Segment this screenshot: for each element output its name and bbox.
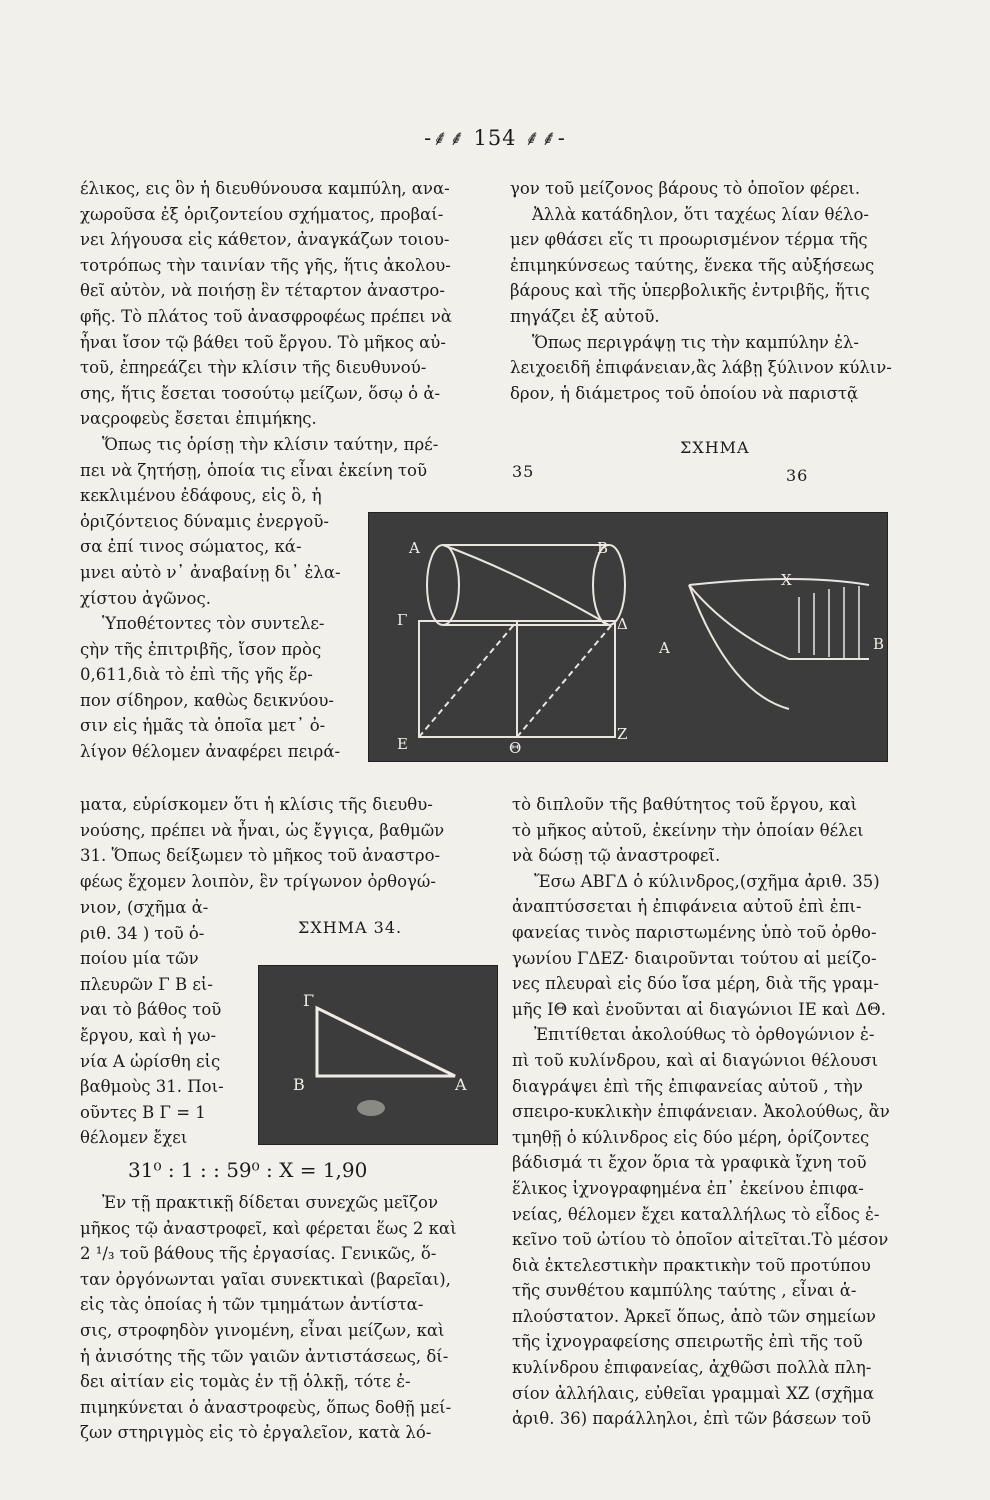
text-line: γον τοῦ μείζονος βάρους τὸ ὁποῖον φέρει. xyxy=(510,179,861,198)
text-line: βάρους καὶ τῆς ὑπερβολικῆς ἐντριβῆς, ἥτις xyxy=(510,281,870,301)
text-line: Ὅπως περιγράψῃ τις τὴν καμπύλην ἐλ- xyxy=(532,332,859,352)
text-line: χωροῦσα ἐξ ὁριζοντείου σχήματος, προβαί- xyxy=(80,204,444,224)
label-gamma: Γ xyxy=(397,611,408,629)
ornament-left: -⸙⸙ xyxy=(424,126,474,150)
text-line: σα ἐπί τινος σώματος, κά- xyxy=(80,537,302,557)
label-beta: Β xyxy=(597,539,609,557)
label-chi-36: Χ xyxy=(781,571,792,589)
text-line: φανείας τινὸς παριστωμένης ὑπὸ τοῦ ὀρθο- xyxy=(512,922,877,942)
text-line: μεν φθάσει εἴς τι προωρισμένον τέρμα τῆς xyxy=(510,230,868,250)
text-line: σιν εἰς ἡμᾶς τὰ ὁποῖα μετ᾽ ὀ- xyxy=(80,716,326,736)
text-line: ποίου μία τῶν xyxy=(80,949,199,969)
text-line: θέλομεν ἔχει xyxy=(80,1128,188,1148)
text-line: πον σίδηρον, καθὼς δεικνύου- xyxy=(80,690,334,710)
mouldboard-curve xyxy=(689,585,869,659)
right-column-top xyxy=(510,176,925,406)
figure-34-drawing xyxy=(259,966,497,1144)
text-line: ἕλικος ἰχνογραφημένα ἐπ᾽ ἐκείνου ἐπιφα- xyxy=(512,1178,864,1198)
text-line: 0,611,διὰ τὸ ἐπὶ τῆς γῆς ἕρ- xyxy=(80,665,313,685)
text-line: χίστου ἀγῶνος. xyxy=(80,588,211,608)
text-line: τῆς συνθέτου καμπύλης ταύτης , εἶναι ἁ- xyxy=(512,1281,857,1301)
label-delta: Δ xyxy=(617,615,628,633)
text-line: τοτρόπως τὴν ταινίαν τῆς γῆς, ἥτις ἀκολου- xyxy=(80,255,451,275)
ratio-formula: 31⁰ : 1 : : 59⁰ : X = 1,90 xyxy=(128,1158,368,1182)
text-line: μῆς ΙΘ καὶ ἑνοῦνται αἱ διαγώνιοι ΙΕ καὶ ΔΘ. xyxy=(512,999,886,1019)
text-line: Ἔσω ΑΒΓΔ ὁ κύλινδρος,(σχῆμα ἀριθ. 35) xyxy=(534,871,880,891)
text-line: Ἀλλὰ κατάδηλον, ὅτι ταχέως λίαν θέλο- xyxy=(532,204,870,224)
figure-35-36 xyxy=(368,512,888,762)
text-line: τὸ μῆκος αὐτοῦ, ἐκείνην τὴν ὁποίαν θέλει xyxy=(512,820,864,840)
label-gamma: Γ xyxy=(303,991,315,1010)
label-alpha: Α xyxy=(409,539,420,557)
text-line: κεῖνο τοῦ ὠτίου τὸ ὁποῖον αἰτεῖται.Τὸ μέσον xyxy=(512,1230,889,1250)
text-line: νες πλευραὶ εἰς δύο ἴσα μέρη, διὰ τῆς γραμ- xyxy=(512,974,879,994)
text-line: σης, ἥτις ἔσεται τοσούτῳ μείζων, ὅσῳ ὁ ἀ- xyxy=(80,383,441,403)
figure-34-title: ΣΧΗΜΑ 34. xyxy=(298,918,403,937)
text-line: ἦναι ἴσον τῷ βάθει τοῦ ἔργου. Τὸ μῆκος αὐ- xyxy=(80,332,446,352)
label-theta: Θ xyxy=(509,739,522,757)
text-line: μῆκος τῷ ἀναστροφεῖ, καὶ φέρεται ἕως 2 καὶ xyxy=(80,1218,457,1238)
text-line: σίον ἀλλήλαις, εὐθεῖαι γραμμαὶ ΧΖ (σχῆμα xyxy=(512,1383,874,1403)
text-line: πει νὰ ζητήσῃ, ὁποία τις εἶναι ἐκείνη τοῦ xyxy=(80,460,427,480)
text-line: ἀναπτύσσεται ἡ ἐπιφάνεια αὐτοῦ ἐπὶ ἐπι- xyxy=(512,897,862,917)
text-line: βάδισμά τι ἔχον ὅρια τὰ γραφικὰ ἴχνη τοῦ xyxy=(512,1153,867,1173)
right-triangle xyxy=(317,1008,455,1076)
text-line: φέως ἔχομεν λοιπὸν, ἓν τρίγωνον ὀρθογώ- xyxy=(80,871,436,891)
text-line: διαγράψει ἐπὶ τῆς ἐπιφανείας αὐτοῦ , τὴν xyxy=(512,1076,863,1096)
text-line: πηγάζει ἐξ αὐτοῦ. xyxy=(510,306,660,326)
text-line: 2 ¹/₃ τοῦ βάθους τῆς ἐργασίας. Γενικῶς, ὅ- xyxy=(80,1244,437,1264)
text-line: Ἐπιτίθεται ἀκολούθως τὸ ὀρθογώνιον ἐ- xyxy=(534,1025,875,1045)
text-line: έλικος, εις ὃν ἡ διευθύνουσα καμπύλη, ανα- xyxy=(80,179,450,198)
right-column-bottom xyxy=(512,792,927,1432)
diagonal-1 xyxy=(419,621,517,737)
text-line: Ὅπως τις ὁρίσῃ τὴν κλίσιν ταύτην, πρέ- xyxy=(102,434,439,454)
text-line: νὰ δώσῃ τῷ ἀναστροφεῖ. xyxy=(512,846,721,866)
text-line: ζων στηριγμὸς εἰς τὸ ἐργαλεῖον, κατὰ λό- xyxy=(80,1423,432,1443)
figure-35-number: 35 xyxy=(512,462,535,481)
mouldboard-upper xyxy=(689,579,869,585)
ornament-right: ⸙⸙- xyxy=(516,126,566,150)
text-line: λειχοειδῆ ἐπιφάνειαν,ἂς λάβῃ ξύλινον κύλιν- xyxy=(510,358,892,378)
left-column-middle xyxy=(80,792,505,894)
text-line: γωνίου ΓΔΕΖ· διαιροῦνται τούτου αἱ μείζο- xyxy=(512,948,877,968)
figure-34 xyxy=(258,965,498,1145)
text-line: δρον, ἡ διάμετρος τοῦ ὁποίου νὰ παριστᾷ xyxy=(510,383,859,403)
text-line: Ἐν τῇ πρακτικῇ δίδεται συνεχῶς μεῖζον xyxy=(102,1193,438,1212)
text-line: νιον, (σχῆμα ἀ- xyxy=(80,898,209,917)
cylinder-far-end xyxy=(593,545,625,625)
figure-36-number: 36 xyxy=(786,466,809,485)
text-line: ςὴν τῆς ἐπιτριβῆς, ἴσον πρὸς xyxy=(80,639,322,659)
text-line: 31. Ὅπως δείξωμεν τὸ μῆκος τοῦ ἀναστρο- xyxy=(80,846,441,866)
text-line: νείας, θέλομεν ἔχει καταλλήλως τὸ εἶδος ἐ- xyxy=(512,1204,880,1224)
label-alpha-36: Α xyxy=(659,639,670,657)
text-line: πλευρῶν Γ Β εἰ- xyxy=(80,974,213,994)
text-line: ναςροφεὺς ἔσεται ἐπιμήκης. xyxy=(80,409,317,429)
text-line: θεῖ αὐτὸν, νὰ ποιήσῃ ἓν τέταρτον ἀναστρο- xyxy=(80,281,445,301)
text-line: λίγον θέλομεν ἀναφέρει πειρά- xyxy=(80,742,341,762)
text-line: κεκλιμένου ἐδάφους, εἰς ὃ, ἡ xyxy=(80,486,322,506)
figure-35-36-title: ΣΧΗΜΑ xyxy=(680,438,750,457)
left-column-narrow xyxy=(80,895,265,1151)
text-line: νία Α ὡρίσθη εἰς xyxy=(80,1051,221,1071)
figure-35-36-drawing xyxy=(369,513,887,761)
text-line: κυλίνδρου ἐπιφανείας, ἀχθῶσι πολλὰ πλη- xyxy=(512,1358,872,1378)
cylinder-end xyxy=(427,545,459,625)
text-line: ἔργου, καὶ ἡ γω- xyxy=(80,1025,217,1045)
text-line: ταν ὀργόνωνται γαῖαι συνεκτικαὶ (βαρεῖαι), xyxy=(80,1269,451,1289)
label-beta-36: Β xyxy=(873,635,885,653)
text-line: πὶ τοῦ κυλίνδρου, καὶ αἱ διαγώνιοι θέλουσι xyxy=(512,1050,878,1070)
label-beta: Β xyxy=(293,1075,305,1094)
text-line: ματα, εὑρίσκομεν ὅτι ἡ κλίσις τῆς διευθυ- xyxy=(80,795,433,814)
printer-ornament xyxy=(357,1100,385,1116)
label-alpha: Α xyxy=(455,1075,467,1094)
label-epsilon: Ε xyxy=(397,735,408,753)
text-line: τμηθῇ ὁ κύλινδρος εἰς δύο μέρη, ὁρίζοντες xyxy=(512,1127,870,1147)
page-number xyxy=(0,124,990,152)
text-line: δει αἰτίαν εἰς τομὰς ἐν τῇ ὁλκῇ, τότε ἐ- xyxy=(80,1372,411,1392)
text-line: ἡ ἀνισότης τῆς τῶν γαιῶν ἀντιστάσεως, δί- xyxy=(80,1346,449,1366)
text-line: τοῦ, ἐπηρεάζει τὴν κλίσιν τῆς διευθυνού- xyxy=(80,358,427,378)
text-line: διὰ ἐκτελεστικὴν πρακτικὴν τοῦ προτύπου xyxy=(512,1255,871,1275)
text-line: νούσης, πρέπει νὰ ἦναι, ὡς ἔγγιςα, βαθμῶν xyxy=(80,820,445,840)
spiral-curve xyxy=(443,545,609,625)
text-line: βαθμοὺς 31. Ποι- xyxy=(80,1077,224,1097)
diagonal-2 xyxy=(517,621,615,737)
text-line: μνει αὐτὸ ν᾽ ἀναβαίνῃ δι᾽ ἐλα- xyxy=(80,562,341,582)
text-line: ἀριθ. 36) παράλληλοι, ἐπὶ τῶν βάσεων τοῦ xyxy=(512,1409,871,1429)
page-number-text: 154 xyxy=(473,126,517,150)
cylinder-body xyxy=(443,545,609,625)
text-line: πιμηκύνεται ὁ ἀναστροφεὺς, ὅπως δοθῇ μεί- xyxy=(80,1397,452,1417)
text-line: τῆς ἰχνογραφείσης σπειρωτῆς ἐπὶ τῆς τοῦ xyxy=(512,1332,863,1352)
left-column-bottom xyxy=(80,1190,505,1446)
text-line: εἰς τὰς ὁποίας ἡ τῶν τμημάτων ἀντίστα- xyxy=(80,1295,424,1315)
text-line: τὸ διπλοῦν τῆς βαθύτητος τοῦ ἔργου, καὶ xyxy=(512,795,858,814)
text-line: φῆς. Τὸ πλάτος τοῦ ἀνασφροφέως πρέπει νὰ xyxy=(80,306,452,326)
mouldboard-lower xyxy=(689,585,789,709)
text-line: οῦντες Β Γ = 1 xyxy=(80,1102,206,1122)
label-zeta: Ζ xyxy=(617,725,628,743)
text-line: πλούστατον. Ἀρκεῖ ὅπως, ἀπὸ τῶν σημείων xyxy=(512,1306,876,1326)
text-line: σπειρο-κυκλικὴν ἐπιφάνειαν. Ἀκολούθως, ἂν xyxy=(512,1102,890,1122)
text-line: ριθ. 34 ) τοῦ ὁ- xyxy=(80,923,205,943)
text-line: νει λήγουσα εἰς κάθετον, ἀναγκάζων τοιου- xyxy=(80,230,450,250)
text-line: ὁριζόντειος δύναμις ἐνεργοῦ- xyxy=(80,511,329,531)
text-line: Ὑποθέτοντες τὸν συντελε- xyxy=(102,614,325,634)
text-line: ἐπιμηκύνσεως ταύτης, ἕνεκα τῆς αὐξήσεως xyxy=(510,255,875,275)
text-line: ναι τὸ βάθος τοῦ xyxy=(80,1000,222,1020)
text-line: σις, στροφηδὸν γινομένη, εἶναι μείζων, καὶ xyxy=(80,1320,445,1340)
